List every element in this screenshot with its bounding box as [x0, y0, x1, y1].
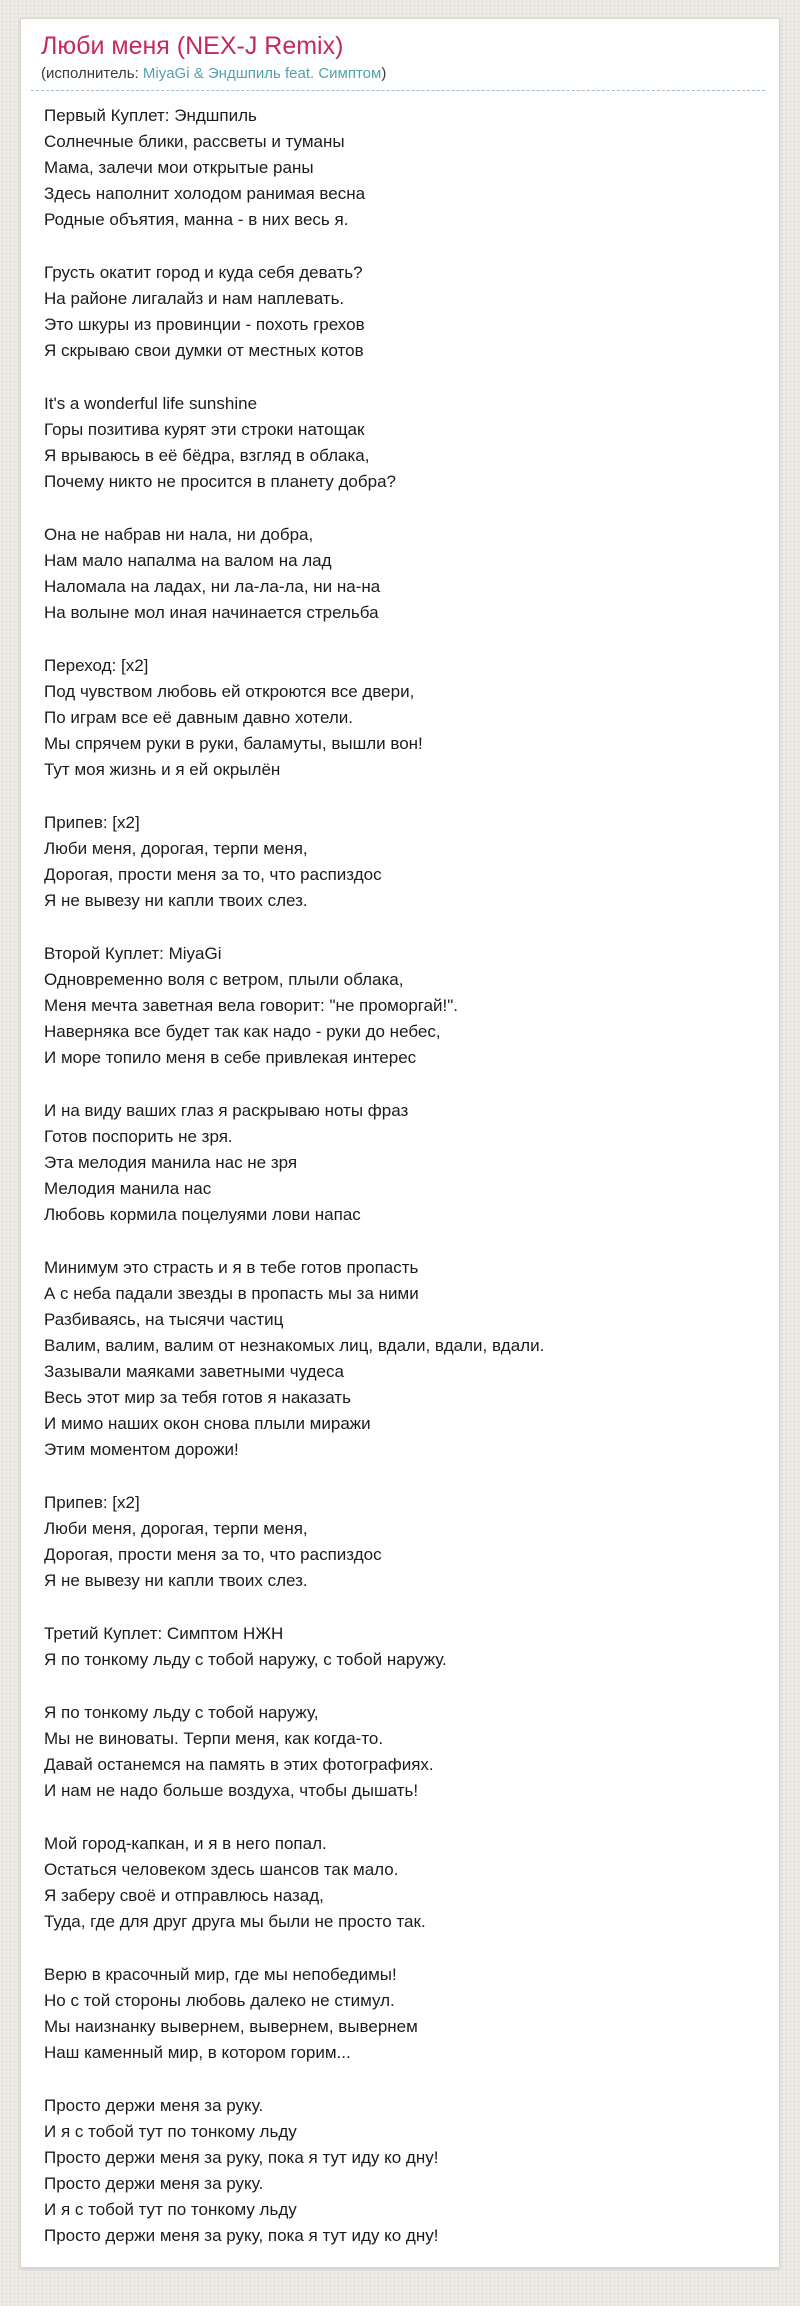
- lyric-line: Эта мелодия манила нас не зря: [44, 1153, 298, 1172]
- lyric-line: Тут моя жизнь и я ей окрылён: [44, 760, 281, 779]
- lyric-line: Минимум это страсть и я в тебе готов пропасть: [44, 1258, 419, 1277]
- stanza: [44, 391, 765, 495]
- lyric-line: Просто держи меня за руку.: [44, 2096, 264, 2115]
- lyric-line: Она не набрав ни нала, ни добра,: [44, 525, 314, 544]
- lyric-line: Это шкуры из провинции - похоть грехов: [44, 315, 365, 334]
- lyric-line: Под чувством любовь ей откроются все двери,: [44, 682, 415, 701]
- stanza: [44, 1255, 765, 1463]
- lyric-line: Родные объятия, манна - в них весь я.: [44, 210, 349, 229]
- lyric-line: Дорогая, прости меня за то, что распиздос: [44, 865, 382, 884]
- stanza: [44, 1962, 765, 2066]
- lyric-line: Грусть окатит город и куда себя девать?: [44, 263, 363, 282]
- lyric-line: Наверняка все будет так как надо - руки до небес,: [44, 1022, 441, 1041]
- lyric-line: Я не вывезу ни капли твоих слез.: [44, 1571, 308, 1590]
- lyric-line: Мой город-капкан, и я в него попал.: [44, 1834, 327, 1853]
- stanza: [44, 1700, 765, 1804]
- lyric-line: Солнечные блики, рассветы и туманы: [44, 132, 345, 151]
- stanza: [44, 1621, 765, 1673]
- lyric-line: На районе лигалайз и нам наплевать.: [44, 289, 345, 308]
- lyric-line: Первый Куплет: Эндшпиль: [44, 106, 257, 125]
- lyric-line: Мы спрячем руки в руки, баламуты, вышли вон!: [44, 734, 423, 753]
- lyric-line: Готов поспорить не зря.: [44, 1127, 233, 1146]
- lyric-line: А с неба падали звезды в пропасть мы за ними: [44, 1284, 419, 1303]
- stanza: [44, 260, 765, 364]
- lyric-line: Почему никто не просится в планету добра?: [44, 472, 396, 491]
- lyric-line: Припев: [x2]: [44, 1493, 140, 1512]
- lyric-line: И я с тобой тут по тонкому льду: [44, 2122, 297, 2141]
- lyric-line: Просто держи меня за руку, пока я тут иду ко дну!: [44, 2148, 439, 2167]
- lyric-line: Одновременно воля с ветром, плыли облака,: [44, 970, 404, 989]
- stanza: [44, 810, 765, 914]
- stanza: [44, 522, 765, 626]
- lyric-line: И нам не надо больше воздуха, чтобы дышать!: [44, 1781, 419, 1800]
- lyric-line: Весь этот мир за тебя готов я наказать: [44, 1388, 351, 1407]
- lyric-line: Мелодия манила нас: [44, 1179, 212, 1198]
- stanza: [44, 653, 765, 783]
- stanza: [44, 1831, 765, 1935]
- lyrics-card: [20, 18, 780, 2268]
- song-header: [31, 29, 765, 91]
- lyric-line: Я скрываю свои думки от местных котов: [44, 341, 364, 360]
- lyric-line: Здесь наполнит холодом ранимая весна: [44, 184, 366, 203]
- artist-link[interactable]: MiyaGi & Эндшпиль feat. Симптом: [142, 65, 382, 82]
- lyric-line: Просто держи меня за руку, пока я тут иду ко дну!: [44, 2226, 439, 2245]
- stanza: [44, 1098, 765, 1228]
- lyric-line: По играм все её давным давно хотели.: [44, 708, 353, 727]
- lyric-line: Зазывали маяками заветными чудеса: [44, 1362, 344, 1381]
- lyric-line: Этим моментом дорожи!: [44, 1440, 239, 1459]
- artist-suffix: ): [381, 65, 387, 82]
- lyric-line: It's a wonderful life sunshine: [44, 394, 258, 413]
- lyric-line: Остаться человеком здесь шансов так мало.: [44, 1860, 399, 1879]
- lyric-line: Просто держи меня за руку.: [44, 2174, 264, 2193]
- stanza: [44, 103, 765, 233]
- lyric-line: И я с тобой тут по тонкому льду: [44, 2200, 297, 2219]
- song-title: Люби меня (NEX-J Remix): [41, 32, 344, 60]
- lyric-line: Нам мало напалма на валом на лад: [44, 551, 332, 570]
- lyric-line: Любовь кормила поцелуями лови напас: [44, 1205, 361, 1224]
- lyric-line: Люби меня, дорогая, терпи меня,: [44, 839, 308, 858]
- lyric-line: Давай останемся на память в этих фотографиях.: [44, 1755, 434, 1774]
- lyric-line: И мимо наших окон снова плыли миражи: [44, 1414, 371, 1433]
- lyric-line: Валим, валим, валим от незнакомых лиц, вдали, вдали, вдали.: [44, 1336, 545, 1355]
- lyric-line: Второй Куплет: MiyaGi: [44, 944, 222, 963]
- lyric-line: Дорогая, прости меня за то, что распиздос: [44, 1545, 382, 1564]
- stanza: [44, 2093, 765, 2249]
- lyric-line: Я врываюсь в её бёдра, взгляд в облака,: [44, 446, 370, 465]
- lyric-line: Туда, где для друг друга мы были не просто так.: [44, 1912, 426, 1931]
- lyric-line: И море топило меня в себе привлекая интерес: [44, 1048, 417, 1067]
- lyric-line: Я не вывезу ни капли твоих слез.: [44, 891, 308, 910]
- artist-line: [41, 64, 765, 83]
- lyric-line: Припев: [x2]: [44, 813, 140, 832]
- lyric-line: И на виду ваших глаз я раскрываю ноты фраз: [44, 1101, 409, 1120]
- lyric-line: Горы позитива курят эти строки натощак: [44, 420, 365, 439]
- artist-prefix: (исполнитель:: [41, 65, 143, 82]
- lyric-line: Мама, залечи мои открытые раны: [44, 158, 314, 177]
- lyric-line: Третий Куплет: Симптом НЖН: [44, 1624, 284, 1643]
- stanza: [44, 1490, 765, 1594]
- lyric-line: Я по тонкому льду с тобой наружу,: [44, 1703, 319, 1722]
- lyric-line: Меня мечта заветная вела говорит: "не проморгай!".: [44, 996, 459, 1015]
- lyric-line: Разбиваясь, на тысячи частиц: [44, 1310, 284, 1329]
- stanza: [44, 941, 765, 1071]
- lyric-line: Но с той стороны любовь далеко не стимул.: [44, 1991, 395, 2010]
- lyric-line: Люби меня, дорогая, терпи меня,: [44, 1519, 308, 1538]
- lyric-line: Мы не виноваты. Терпи меня, как когда-то.: [44, 1729, 384, 1748]
- lyric-line: Наш каменный мир, в котором горим...: [44, 2043, 351, 2062]
- lyric-line: Верю в красочный мир, где мы непобедимы!: [44, 1965, 397, 1984]
- lyric-line: Наломала на ладах, ни ла-ла-ла, ни на-на: [44, 577, 381, 596]
- lyric-line: Я по тонкому льду с тобой наружу, с тобой наружу.: [44, 1650, 447, 1669]
- lyric-line: Мы наизнанку вывернем, вывернем, вывернем: [44, 2017, 418, 2036]
- lyric-line: На волыне мол иная начинается стрельба: [44, 603, 379, 622]
- lyrics-text: [31, 91, 765, 2249]
- lyric-line: Я заберу своё и отправлюсь назад,: [44, 1886, 324, 1905]
- lyric-line: Переход: [x2]: [44, 656, 149, 675]
